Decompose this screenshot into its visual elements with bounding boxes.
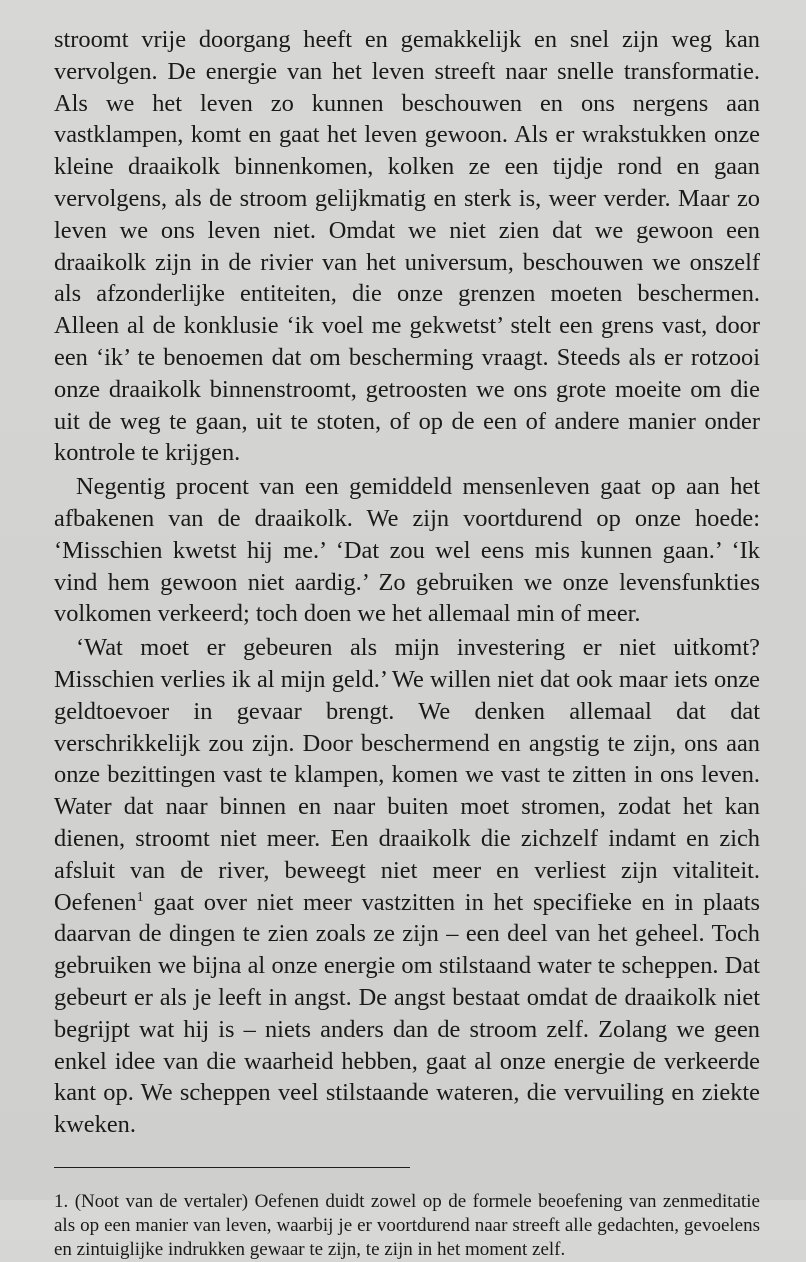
main-text xyxy=(54,24,760,1141)
footnote-marker: 1 xyxy=(136,889,144,905)
paragraph-3 xyxy=(54,632,760,1141)
footnote-divider xyxy=(54,1167,410,1168)
paragraph-3-start: ‘Wat moet er gebeuren als mijn investering er niet uitkomt? Misschien verlies ik al mijn geld.’ We willen niet dat ook maar iets onze geldtoevoer in gevaar brengt. We denken allemaal dat dat verschrikkelijk zou zijn. Door beschermend en angstig te zijn, ons aan onze bezittingen vast te klampen, komen we vast te zitten in ons leven. Water dat naar binnen en naar buiten moet stromen, zodat het kan dienen, stroomt niet meer. Een draaikolk die zichzelf indamt en zich afsluit van de river, beweegt niet meer en verliest zijn vitaliteit. Oefenen xyxy=(54,634,760,916)
paragraph-2: Negentig procent van een gemiddeld mensenleven gaat op aan het afbakenen van de draaikolk. We zijn voortdurend op onze hoede: ‘Misschien kwetst hij me.’ ‘Dat zou wel eens mis kunnen gaan.’ ‘Ik vind hem gewoon niet aardig.’ Zo gebruiken we onze levensfunkties volkomen verkeerd; toch doen we het allemaal min of meer. xyxy=(54,473,760,628)
paragraph-3-end: gaat over niet meer vastzitten in het specifieke en in plaats daarvan de dingen te zien zoals ze zijn – een deel van het geheel. Toch gebruiken we bijna al onze energie om stilstaand water te scheppen. Dat gebeurt er als je leeft in angst. De angst bestaat omdat de draaikolk niet begrijpt wat hij is – niets anders dan de stroom zelf. Zolang we geen enkel idee van die waarheid hebben, gaat al onze energie de verkeerde kant op. We scheppen veel stilstaande wateren, die vervuiling en ziekte kweken. xyxy=(54,888,760,1139)
paragraph-1: stroomt vrije doorgang heeft en gemakkelijk en snel zijn weg kan vervolgen. De energie van het leven streeft naar snelle transformatie. Als we het leven zo kunnen beschouwen en ons nergens aan vastklampen, komt en gaat het leven gewoon. Als er wrakstukken onze kleine draaikolk binnenkomen, kolken ze een tijdje rond en gaan vervolgens, als de stroom gelijkmatig en sterk is, weer verder. Maar zo leven we ons leven niet. Omdat we niet zien dat we gewoon een draaikolk zijn in de rivier van het universum, beschouwen we onszelf als afzonderlijke entiteiten, die onze grenzen moeten beschermen. Alleen al de konklusie ‘ik voel me gekwetst’ stelt een grens vast, door een ‘ik’ te benoemen dat om bescherming vraagt. Steeds als er rotzooi onze draaikolk binnenstroomt, getroosten we ons grote moeite om die uit de weg te gaan, uit te stoten, of op de een of andere manier onder kontrole te krijgen. xyxy=(54,26,760,467)
footnote: 1. (Noot van de vertaler) Oefenen duidt zowel op de formele beoefening van zenmeditatie als op een manier van leven, waarbij je er voortdurend naar streeft alle gedachten, gevoelens en zintuiglijke indrukken gewaar te zijn, te zijn in het moment zelf. xyxy=(54,1190,760,1260)
